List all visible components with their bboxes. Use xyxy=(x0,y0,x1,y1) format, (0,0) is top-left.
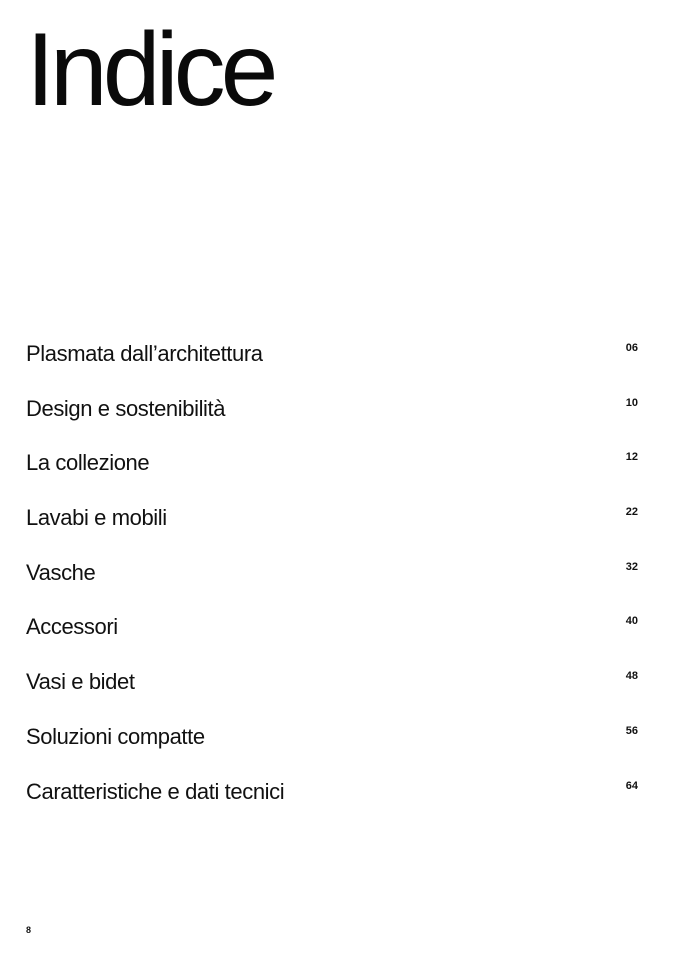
page-title: Indice xyxy=(26,12,274,128)
toc-entry[interactable] xyxy=(26,723,640,778)
toc-entry[interactable] xyxy=(26,778,640,833)
toc-entry-title: Vasi e bidet xyxy=(26,669,135,695)
toc-entry-page-number: 12 xyxy=(625,451,638,464)
toc-entry-page-number: 22 xyxy=(625,506,638,519)
toc-entry-title: Soluzioni compatte xyxy=(26,723,205,749)
toc-entry-page-number: 06 xyxy=(625,342,638,354)
toc-entry[interactable] xyxy=(26,340,640,395)
toc-entry-page-number: 64 xyxy=(625,779,638,792)
toc-entry-title: Accessori xyxy=(26,614,118,640)
toc-entry[interactable] xyxy=(26,613,640,668)
toc-entry-page-number: 40 xyxy=(625,615,638,628)
toc-entry-title: Caratteristiche e dati tecnici xyxy=(26,778,285,804)
toc-entry-page-number: 32 xyxy=(625,560,638,573)
toc-entry[interactable] xyxy=(26,559,640,614)
toc-entry-title: La collezione xyxy=(26,450,150,476)
toc-entry-page-number: 10 xyxy=(625,396,638,409)
toc-entry-title: Design e sostenibilità xyxy=(26,395,226,421)
toc-entry-page-number: 56 xyxy=(625,724,638,737)
table-of-contents xyxy=(26,340,640,832)
toc-entry[interactable] xyxy=(26,395,640,450)
toc-entry[interactable] xyxy=(26,449,640,504)
toc-entry[interactable] xyxy=(26,668,640,723)
toc-entry-page-number: 48 xyxy=(625,670,638,683)
toc-entry-title: Lavabi e mobili xyxy=(26,505,167,531)
page-number: 8 xyxy=(26,925,32,935)
toc-entry[interactable] xyxy=(26,504,640,559)
toc-entry-title: Plasmata dall’architettura xyxy=(26,341,263,366)
toc-entry-title: Vasche xyxy=(26,559,96,585)
